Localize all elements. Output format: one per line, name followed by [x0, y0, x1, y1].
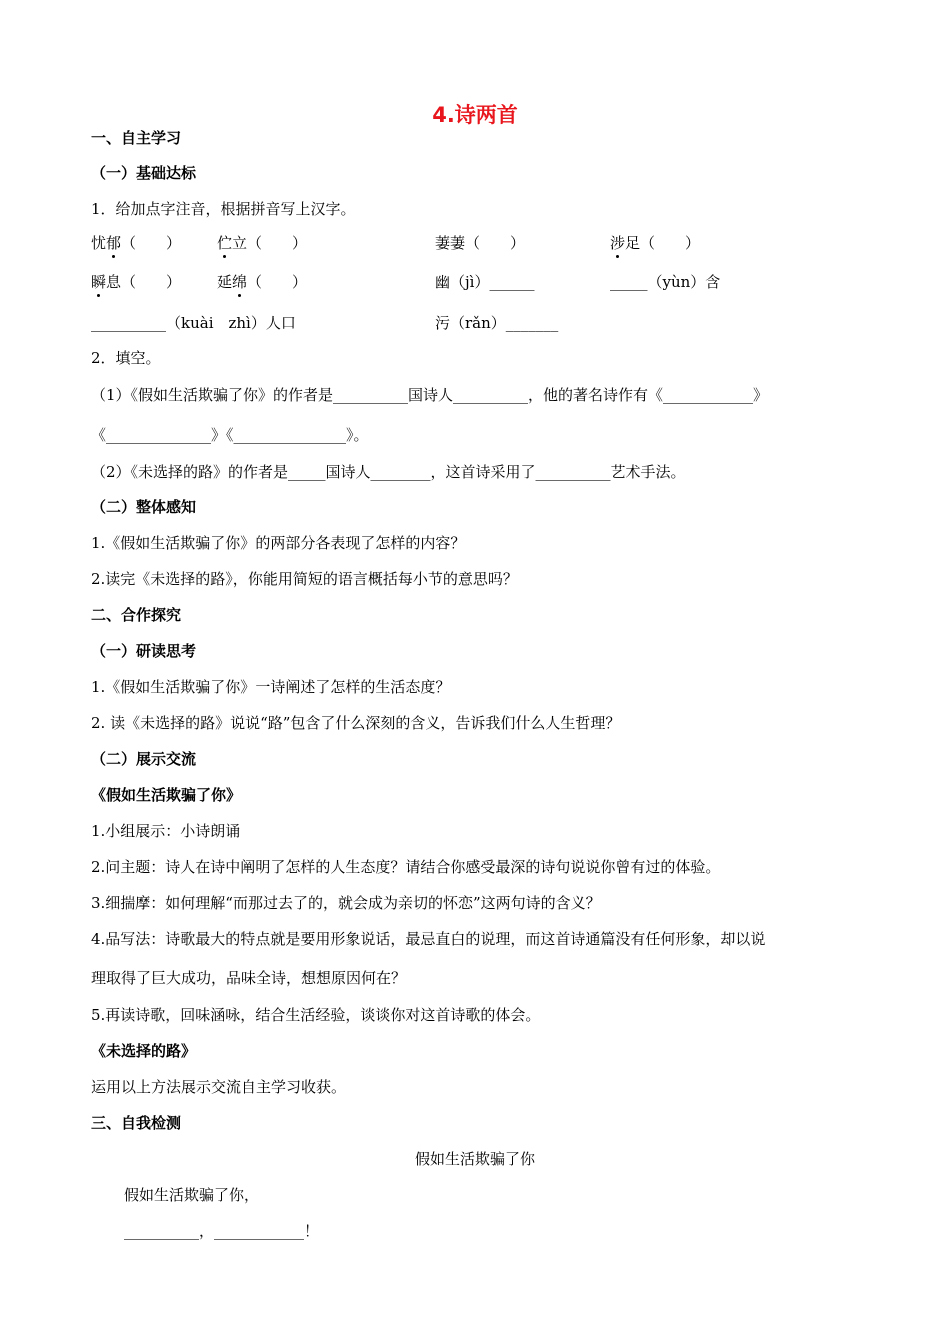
- question-text: 1.《假如生活欺骗了你》的两部分各表现了怎样的内容？: [91, 534, 466, 552]
- pinyin-item: _____（yùn）含: [610, 273, 721, 291]
- poem-heading: 《未选择的路》: [91, 1042, 197, 1060]
- subsection-heading: （二）展示交流: [91, 750, 197, 768]
- emphasis-dot-char: 涉: [610, 234, 626, 252]
- question-text: 理取得了巨大成功，品味全诗，想想原因何在？: [91, 969, 407, 987]
- section-heading-2: 二、合作探究: [91, 606, 182, 624]
- poem-line-blank: __________，____________！: [124, 1222, 320, 1240]
- subsection-heading: （二）整体感知: [91, 498, 197, 516]
- emphasis-dot-char: 郁: [106, 234, 122, 252]
- poem-line: 假如生活欺骗了你，: [124, 1186, 260, 1204]
- emphasis-dot-char: 绵: [232, 273, 248, 291]
- question-text: 5.再读诗歌，回味涵咏，结合生活经验，谈谈你对这首诗歌的体会。: [91, 1006, 541, 1024]
- question-text: 2．填空。: [91, 349, 161, 367]
- question-text: 2. 读《未选择的路》说说“路”包含了什么深刻的含义，告诉我们什么人生哲理？: [91, 714, 621, 732]
- poem-title: 假如生活欺骗了你: [414, 1150, 535, 1168]
- question-text: 1．给加点字注音，根据拼音写上汉字。: [91, 200, 356, 218]
- emphasis-dot-char: 伫: [217, 234, 233, 252]
- question-text: 运用以上方法展示交流自主学习收获。: [91, 1078, 347, 1096]
- page-title: 4.诗两首: [432, 103, 518, 127]
- section-heading-3: 三、自我检测: [91, 1114, 182, 1132]
- question-text: 1.小组展示：小诗朗诵: [91, 822, 241, 840]
- pinyin-item: 忧郁（ ）: [91, 234, 182, 252]
- question-text: 2.读完《未选择的路》，你能用简短的语言概括每小节的意思吗？: [91, 570, 518, 588]
- emphasis-dot-char: 瞬: [91, 273, 107, 291]
- section-heading-1: 一、自主学习: [91, 129, 182, 147]
- question-text: 3.细揣摩：如何理解“而那过去了的，就会成为亲切的怀恋”这两句诗的含义？: [91, 894, 601, 912]
- pinyin-item: __________（kuài zhì）人口: [91, 314, 296, 332]
- pinyin-item: 萋萋（ ）: [435, 234, 526, 252]
- pinyin-item: 幽（jì）______: [435, 273, 535, 291]
- pinyin-item: 延绵（ ）: [217, 273, 308, 291]
- question-text: （2）《未选择的路》的作者是_____国诗人________，这首诗采用了__________艺术手法。: [91, 463, 686, 481]
- subsection-heading: （一）研读思考: [91, 642, 197, 660]
- subsection-heading: （一）基础达标: [91, 164, 197, 182]
- question-text: （1）《假如生活欺骗了你》的作者是__________国诗人__________，他的著名诗作有《____________》: [91, 386, 769, 404]
- pinyin-item: 瞬息（ ）: [91, 273, 182, 291]
- question-text: 4.品写法：诗歌最大的特点就是要用形象说话，最忌直白的说理，而这首诗通篇没有任何形象，却以说: [91, 930, 766, 948]
- pinyin-item: 污（rǎn）_______: [435, 314, 559, 332]
- question-text: 2.问主题：诗人在诗中阐明了怎样的人生态度？请结合你感受最深的诗句说说你曾有过的体验。: [91, 858, 721, 876]
- pinyin-item: 伫立（ ）: [217, 234, 308, 252]
- question-text: 1.《假如生活欺骗了你》一诗阐述了怎样的生活态度？: [91, 678, 451, 696]
- question-text: 《______________》《_______________》。: [91, 426, 369, 444]
- poem-heading: 《假如生活欺骗了你》: [91, 786, 242, 804]
- pinyin-item: 涉足（ ）: [610, 234, 701, 252]
